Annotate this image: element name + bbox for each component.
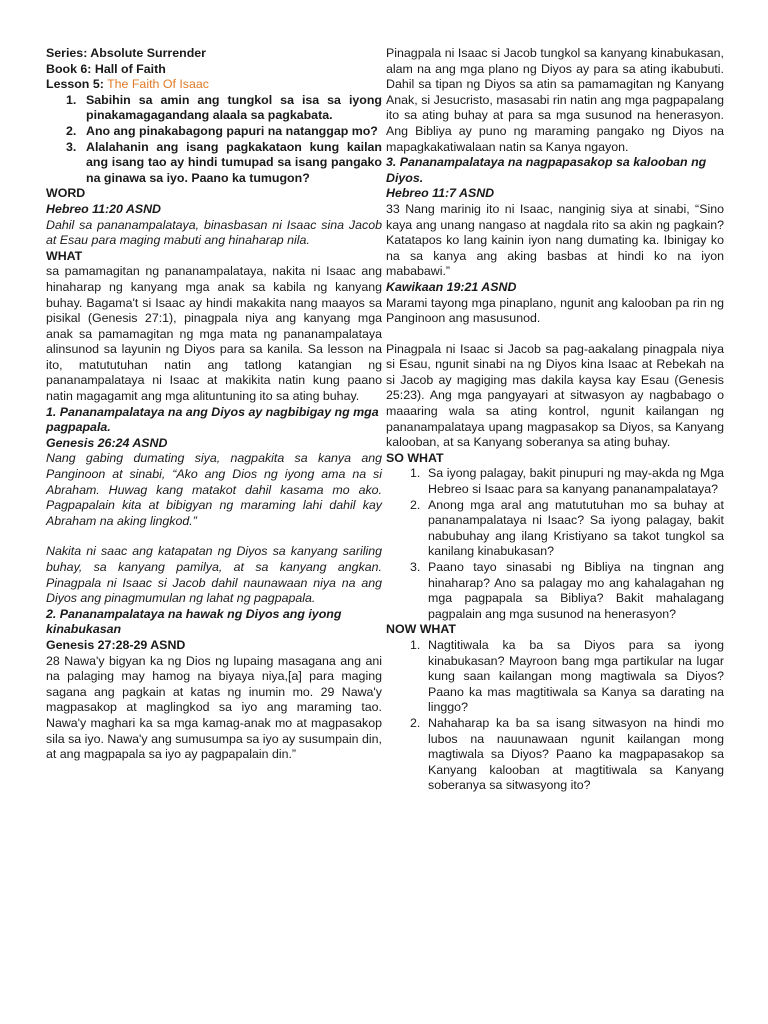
- question-number: 2.: [410, 497, 421, 512]
- intro-question: [46, 93, 382, 124]
- question-text: Sa iyong palagay, bakit pinupuri ng may-akda ng Mga Hebreo si Isaac para sa kanyang pananampalataya?: [428, 466, 724, 497]
- now-what-heading: NOW WHAT: [386, 622, 456, 637]
- question-text: Paano tayo sinasabi ng Bibliya na tingnan ang hinaharap? Ano sa palagay mo ang kahalagahan ng mga pagpapala sa Bibliya? Bakit mahalagang pagpalain ang mga susunod na henerasyon?: [428, 560, 724, 621]
- lesson-heading: [46, 77, 382, 93]
- word-heading: WORD: [46, 186, 86, 201]
- question-number: 1.: [410, 637, 421, 652]
- intro-questions: [46, 93, 382, 187]
- question-number: 1.: [66, 92, 77, 107]
- now-what-question: [386, 638, 724, 716]
- question-number: 2.: [66, 123, 77, 138]
- now-what-question: [386, 716, 724, 794]
- book-label: Book 6: Hall of Faith: [46, 61, 166, 76]
- intro-question: [46, 140, 382, 187]
- so-what-heading: SO WHAT: [386, 450, 444, 465]
- series-label: Series: Absolute Surrender: [46, 46, 206, 60]
- question-text: Anong mga aral ang matututuhan mo sa buhay at pananampalataya ni Isaac? Sa iyong palagay, bakit nabubuhay ang ilang Kristiyano sa takot tungkol sa kanilang kinabukasan?: [428, 497, 724, 559]
- question-number: 1.: [410, 466, 421, 481]
- point3-reference-2: Kawikaan 19:21 ASND: [386, 279, 517, 294]
- left-column: [46, 46, 382, 763]
- point3-note: Pinagpala ni Isaac si Jacob sa pag-aakalang pinagpala niya si Esau, ngunit sinabi na ng Diyos kina Isaac at Rebekah na si Jacob ay magiging mas dakila kaysa kay Esau (Genesis 25:23). Ang mga pangyayari at sitwasyon ay nagbabago o maaaring wala sa ating kontrol, ngunit kailangan ng pananampalataya upang magpasakop sa Diyos, sa Kanyang kalooban, at sa Kanyang soberanya sa ating buhay.: [386, 341, 724, 450]
- point3-verse: 33 Nang marinig ito ni Isaac, nanginig siya at sinabi, “Sino kaya ang unang nangaso at nagdala rito sa akin ng pagkain? Katatapos ko lang kainin iyon nang dumating ka. Ibinigay ko na sa kanya ang aking basbas at hindi ko na iyon mababawi.”: [386, 201, 724, 279]
- so-what-question: [386, 498, 724, 560]
- lesson-title: The Faith Of Isaac: [107, 77, 209, 92]
- right-column: [386, 46, 724, 794]
- point1-reference: Genesis 26:24 ASND: [46, 435, 168, 450]
- point3-verse-2: Marami tayong mga pinaplano, ngunit ang kalooban pa rin ng Panginoon ang masusunod.: [386, 295, 724, 326]
- so-what-questions: [386, 466, 724, 622]
- so-what-question: [386, 466, 724, 497]
- point1-title: 1. Pananampalataya na ang Diyos ay nagbibigay ng mga pagpapala.: [46, 404, 379, 435]
- question-text: Nahaharap ka ba sa isang sitwasyon na hindi mo lubos na nauunawaan ngunit kailangan mong magtiwala sa Diyos? Paano ka magpapasakop sa Kanyang kalooban at magtitiwala sa Kanyang soberanya sa sitwasyong ito?: [428, 715, 724, 793]
- lesson-prefix: Lesson 5:: [46, 77, 104, 92]
- question-number: 3.: [66, 139, 77, 154]
- question-number: 3.: [410, 560, 421, 574]
- word-verse: Dahil sa pananampalataya, binasbasan ni Isaac sina Jacob at Esau para maging mabuti ang hinaharap nila.: [46, 217, 382, 248]
- intro-question: [46, 124, 382, 140]
- question-number: 2.: [410, 715, 421, 730]
- question-text: Sabihin sa amin ang tungkol sa isa sa iyong pinakamagagandang alaala sa pagkabata.: [86, 92, 382, 123]
- now-what-questions: [386, 638, 724, 794]
- question-text: Alalahanin ang isang pagkakataon kung kailan ang isang tao ay hindi tumupad sa isang pangako na ginawa sa iyo. Paano ka tumugon?: [86, 139, 382, 185]
- what-heading: WHAT: [46, 248, 83, 263]
- point3-title: 3. Pananampalataya na nagpapasakop sa kalooban ng Diyos.: [386, 155, 707, 185]
- what-intro: sa pamamagitan ng pananampalataya, nakita ni Isaac ang hinaharap ng kanyang mga anak sa kabila ng kanyang buhay. Bagama't si Isaac ay hindi makakita nang maayos sa pisikal (Genesis 27:1), pinagpala niya ang kanyang mga anak sa pamamagitan ng mga mata ng pananampalataya alinsunod sa layunin ng Diyos para sa kanila. Sa lesson na ito, matututuhan natin ang tatlong katangian ng pananampalataya ni Isaac at makikita natin kung paano natin magagamit ang mga alituntuning ito sa ating buhay.: [46, 264, 382, 404]
- word-reference: Hebreo 11:20 ASND: [46, 201, 161, 216]
- point2-note: Pinagpala ni Isaac si Jacob tungkol sa kanyang kinabukasan, alam na ang mga plano ng Diyos ay para sa ating ikabubuti. Dahil sa tipan ng Diyos sa atin sa pamamagitan ng Kanyang Anak, si Jesucristo, masasabi rin natin ang mga pagpapalang ito sa ating buhay at para sa mga susunod na henerasyon. Ang Bibliya ay puno ng maraming pangako ng Diyos na mapagkakatiwalaan natin sa Kanya ngayon.: [386, 46, 724, 154]
- question-text: Nagtitiwala ka ba sa Diyos para sa iyong kinabukasan? Mayroon bang mga partikular na lugar kung saan kailangan mong magtiwala sa Diyos? Paano ka mas magtitiwala sa Kanya sa darating na linggo?: [428, 637, 724, 715]
- spacer: [386, 327, 724, 342]
- point2-reference: Genesis 27:28-29 ASND: [46, 637, 186, 652]
- point2-verse: 28 Nawa'y bigyan ka ng Dios ng lupaing masagana ang ani na palaging may hamog na biyaya niya,[a] para maging sagana ang pagkain at katas ng inumin mo. 29 Nawa'y magpasakop at maglingkod sa iyo ang maraming tao. Nawa'y maghari ka sa mga kamag-anak mo at magpasakop sila sa iyo. Nawa'y ang sumusumpa sa iyo ay susumpain din, at ang magpapala sa iyo ay pagpapalain din.”: [46, 653, 382, 762]
- so-what-question: [386, 560, 724, 622]
- point2-title: 2. Pananampalataya na hawak ng Diyos ang iyong kinabukasan: [46, 606, 342, 637]
- point3-reference: Hebreo 11:7 ASND: [386, 186, 495, 201]
- spacer: [46, 529, 382, 544]
- question-text: Ano ang pinakabagong papuri na natanggap mo?: [86, 123, 378, 138]
- point1-verse: Nang gabing dumating siya, nagpakita sa kanya ang Panginoon at sinabi, “Ako ang Dios ng iyong ama na si Abraham. Huwag kang matakot dahil kasama mo ako. Pagpapalain kita at bibigyan ng maraming lahi dahil kay Abraham na aking lingkod.”: [46, 451, 382, 528]
- point1-note: Nakita ni saac ang katapatan ng Diyos sa kanyang sariling buhay, sa kanyang pamilya, at sa kanyang angkan. Pinagpala ni Isaac si Jacob dahil naunawaan niya na ang Diyos ang pinagmumulan ng lahat ng pagpapala.: [46, 544, 382, 606]
